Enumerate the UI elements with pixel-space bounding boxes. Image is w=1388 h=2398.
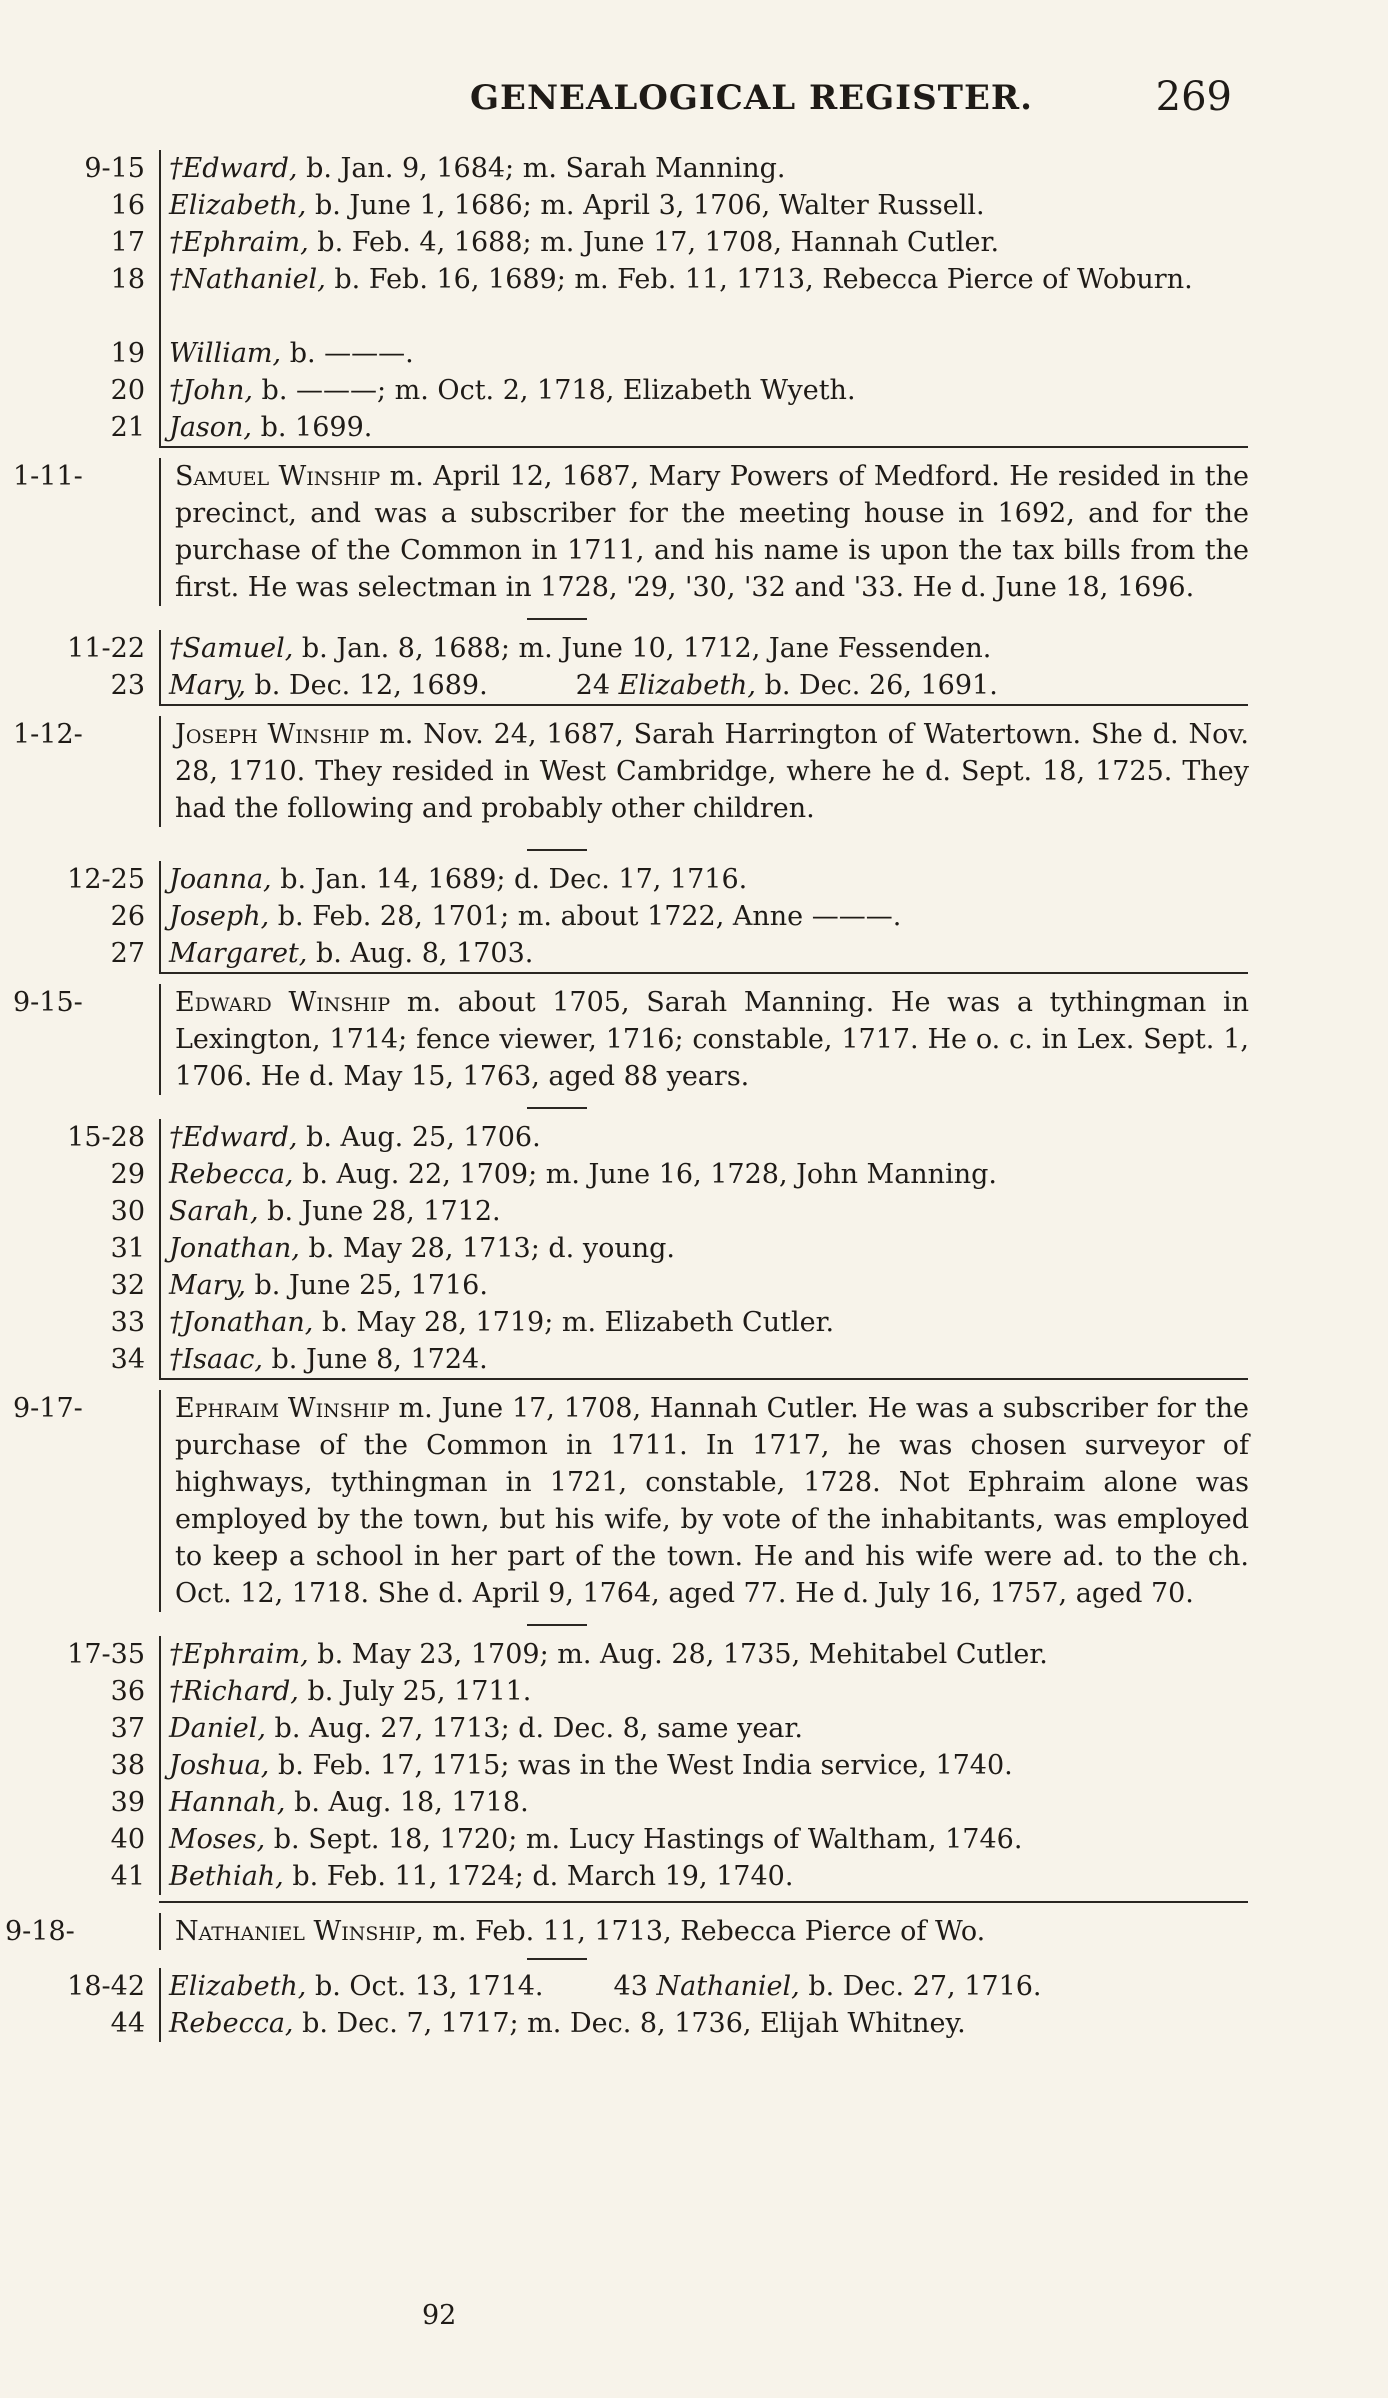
child-details: b. Feb. 17, 1715; was in the West India service, 1740. — [269, 1750, 1013, 1781]
entry-number: 20 — [110, 375, 145, 406]
entry-number: 21 — [110, 412, 145, 443]
child-entry — [0, 1784, 1388, 1821]
entry-number: 40 — [110, 1824, 145, 1855]
child-name: †Isaac, — [169, 1344, 263, 1375]
running-head: GENEALOGICAL REGISTER. — [470, 78, 1033, 118]
child-entry — [0, 630, 1388, 667]
entry-number: 30 — [110, 1196, 145, 1227]
child-name: Joshua, — [169, 1750, 270, 1781]
child-name: William, — [169, 338, 282, 369]
entry-number: 18-42 — [67, 1971, 145, 2002]
child-entry — [0, 1304, 1388, 1341]
family-entry-samuel — [0, 458, 1388, 606]
entry-number: 11-22 — [67, 633, 145, 664]
family-entry-nathaniel — [0, 1913, 1388, 1950]
entry-number: 12-25 — [67, 864, 145, 895]
child-details: b. Aug. 18, 1718. — [285, 1787, 529, 1818]
child-name: †Richard, — [169, 1676, 299, 1707]
entry-number: 27 — [110, 938, 145, 969]
family-number: 1-12- — [13, 719, 83, 750]
child-name: Mary, — [169, 670, 246, 701]
children-divider — [527, 1958, 587, 1960]
child-name: †Ephraim, — [169, 227, 309, 258]
family-number: 9-17- — [13, 1393, 83, 1424]
child-details: b. Aug. 25, 1706. — [297, 1122, 541, 1153]
child-details: b. Dec. 12, 1689. — [245, 670, 488, 701]
family-biography: m. April 12, 1687, Mary Powers of Medford. He resided in the precinct, and was a subscriber for the meeting house in 1692, and for the purchase of the Common in 1711, and his name is upon the tax bills from the first. He was selectman in 1728, '29, '30, '32 and '33. He d. June 18, 1696. — [175, 461, 1258, 603]
child-name: Rebecca, — [169, 2008, 294, 2039]
child-details: b. Feb. 28, 1701; m. about 1722, Anne ———. — [269, 901, 902, 932]
child-entry — [0, 1968, 1388, 2005]
child-details: b. June 8, 1724. — [262, 1344, 488, 1375]
entry-number: 16 — [110, 190, 145, 221]
child-name: Bethiah, — [169, 1861, 284, 1892]
child-details: b. Feb. 4, 1688; m. June 17, 1708, Hannah Cutler. — [308, 227, 1000, 258]
entry-number: 31 — [110, 1233, 145, 1264]
entry-number: 23 — [110, 670, 145, 701]
child-entry — [0, 861, 1388, 898]
child-entry — [0, 1230, 1388, 1267]
family-number: 9-15- — [13, 987, 83, 1018]
child-entry — [0, 1636, 1388, 1673]
child-name: Moses, — [169, 1824, 266, 1855]
entry-number: 17-35 — [67, 1639, 145, 1670]
entry-number: 29 — [110, 1159, 145, 1190]
child-details: b. July 25, 1711. — [298, 1676, 532, 1707]
child-entry — [0, 2005, 1388, 2042]
child-name: Joanna, — [169, 864, 272, 895]
child-details: b. Jan. 9, 1684; m. Sarah Manning. — [297, 153, 786, 184]
child-name: Rebecca, — [169, 1159, 294, 1190]
child-details: b. Sept. 18, 1720; m. Lucy Hastings of Waltham, 1746. — [265, 1824, 1023, 1855]
child-details: b. Aug. 27, 1713; d. Dec. 8, same year. — [265, 1713, 803, 1744]
entry-number: 36 — [110, 1676, 145, 1707]
child-name: Margaret, — [169, 938, 308, 969]
child-entry — [0, 261, 1388, 335]
entry-number: 38 — [110, 1750, 145, 1781]
child-name: Jason, — [169, 412, 253, 443]
children-divider — [527, 1107, 587, 1109]
family-head-name: Edward Winship — [175, 987, 391, 1018]
entry-number: 32 — [110, 1270, 145, 1301]
child-entry — [0, 1156, 1388, 1193]
children-divider — [527, 849, 587, 851]
child-details: b. 1699. — [252, 412, 373, 443]
child-name: Daniel, — [169, 1713, 266, 1744]
child-details: b. June 1, 1686; m. April 3, 1706, Walter Russell. — [306, 190, 985, 221]
entry-number: 33 — [110, 1307, 145, 1338]
family-entry-joseph — [0, 716, 1388, 827]
family-head-name: Ephraim Winship — [175, 1393, 390, 1424]
child-entry — [0, 1193, 1388, 1230]
child-name: †Edward, — [169, 153, 298, 184]
entry-number: 9-15 — [84, 153, 145, 184]
family-number: 9-18- — [5, 1916, 75, 1947]
child-name: Elizabeth, — [169, 1971, 307, 2002]
child-entry — [0, 1341, 1388, 1378]
child-name: Jonathan, — [169, 1233, 300, 1264]
entry-number: 15-28 — [67, 1122, 145, 1153]
family-biography: m. Feb. 11, 1713, Rebecca Pierce of Wo. — [423, 1916, 986, 1947]
child-name: Joseph, — [169, 901, 270, 932]
child-name: †Ephraim, — [169, 1639, 309, 1670]
child-details: b. Feb. 16, 1689; m. Feb. 11, 1713, Rebecca Pierce of Woburn. — [325, 264, 1193, 295]
entry-number: 18 — [110, 264, 145, 295]
child-name: †Jonathan, — [169, 1307, 314, 1338]
child-details: b. May 28, 1719; m. Elizabeth Cutler. — [313, 1307, 835, 1338]
child-entry — [0, 1673, 1388, 1710]
child-details: b. Jan. 8, 1688; m. June 10, 1712, Jane Fessenden. — [293, 633, 992, 664]
family-head-name: Samuel Winship — [175, 461, 381, 492]
child-entry — [0, 935, 1388, 972]
family-head-name: Nathaniel Winship, — [175, 1916, 424, 1947]
child-name: Mary, — [169, 1270, 246, 1301]
child-details: b. Oct. 13, 1714. — [306, 1971, 544, 2002]
child-name: †John, — [169, 375, 253, 406]
child-details: b. June 25, 1716. — [245, 1270, 488, 1301]
page-header — [0, 74, 1388, 128]
child-entry — [0, 409, 1388, 446]
children-divider — [527, 1624, 587, 1626]
register-content — [0, 150, 1388, 2042]
child-details: b. May 23, 1709; m. Aug. 28, 1735, Mehitabel Cutler. — [308, 1639, 1048, 1670]
entry-number: 17 — [110, 227, 145, 258]
family-biography: m. June 17, 1708, Hannah Cutler. He was a subscriber for the purchase of the Common in 1711. In 1717, he was chosen surveyor of highways, tythingman in 1721, constable, 1728. Not Ephraim alone was employed by the town, but his wife, by vote of the inhabitants, was employed to keep a school in her part of the town. He and his wife were ad. to the ch. Oct. 12, 1718. She d. April 9, 1764, aged 77. He d. July 16, 1757, aged 70. — [175, 1393, 1258, 1609]
entry-number: 43 — [613, 1971, 648, 2002]
child-entry — [0, 1710, 1388, 1747]
child-name: †Edward, — [169, 1122, 298, 1153]
child-entry — [0, 224, 1388, 261]
family-head-name: Joseph Winship — [175, 719, 370, 750]
entry-number: 19 — [110, 338, 145, 369]
children-divider — [527, 618, 587, 620]
entry-number: 24 — [575, 670, 611, 701]
child-name: Elizabeth, — [169, 190, 307, 221]
child-entry — [0, 1858, 1388, 1895]
entry-number: 34 — [110, 1344, 145, 1375]
entry-number: 26 — [110, 901, 145, 932]
child-details: b. Dec. 26, 1691. — [756, 670, 998, 701]
signature-mark: 92 — [422, 2300, 457, 2331]
child-details: b. ———. — [281, 338, 414, 369]
entry-number: 44 — [110, 2008, 145, 2039]
family-entry-ephraim — [0, 1390, 1388, 1612]
child-details: b. June 28, 1712. — [258, 1196, 501, 1227]
child-entry — [0, 372, 1388, 409]
child-name: †Samuel, — [169, 633, 294, 664]
child-entry — [0, 898, 1388, 935]
child-name: Elizabeth, — [618, 670, 757, 701]
child-details: b. Jan. 14, 1689; d. Dec. 17, 1716. — [271, 864, 748, 895]
family-biography: m. Nov. 24, 1687, Sarah Harrington of Watertown. She d. Nov. 28, 1710. They resided in West Cambridge, where he d. Sept. 18, 1725. They had the following and probably other children. — [175, 719, 1258, 824]
child-entry — [0, 1267, 1388, 1304]
child-entry — [0, 187, 1388, 224]
child-details: b. ———; m. Oct. 2, 1718, Elizabeth Wyeth. — [252, 375, 856, 406]
family-number: 1-11- — [13, 461, 83, 492]
entry-number: 39 — [110, 1787, 145, 1818]
child-name: Nathaniel, — [656, 1971, 800, 2002]
child-details: b. Dec. 27, 1716. — [799, 1971, 1042, 2002]
child-name: Sarah, — [169, 1196, 259, 1227]
child-name: Hannah, — [169, 1787, 286, 1818]
family-biography: m. about 1705, Sarah Manning. He was a tythingman in Lexington, 1714; fence viewer, 1716; constable, 1717. He o. c. in Lex. Sept. 1, 1706. He d. May 15, 1763, aged 88 years. — [175, 987, 1258, 1092]
page-number: 269 — [1155, 74, 1232, 120]
child-entry — [0, 335, 1388, 372]
children-list-edward-senior — [0, 150, 1388, 446]
entry-number: 41 — [110, 1861, 145, 1892]
child-entry — [0, 1119, 1388, 1156]
child-details: b. Feb. 11, 1724; d. March 19, 1740. — [283, 1861, 794, 1892]
entry-number: 37 — [110, 1713, 145, 1744]
child-details: b. Aug. 22, 1709; m. June 16, 1728, John Manning. — [293, 1159, 997, 1190]
child-details: b. May 28, 1713; d. young. — [299, 1233, 676, 1264]
child-entry — [0, 150, 1388, 187]
child-entry — [0, 1747, 1388, 1784]
child-details: b. Aug. 8, 1703. — [307, 938, 534, 969]
child-name: †Nathaniel, — [169, 264, 326, 295]
family-entry-edward — [0, 984, 1388, 1095]
child-entry — [0, 667, 1388, 704]
child-details: b. Dec. 7, 1717; m. Dec. 8, 1736, Elijah Whitney. — [293, 2008, 966, 2039]
child-entry — [0, 1821, 1388, 1858]
